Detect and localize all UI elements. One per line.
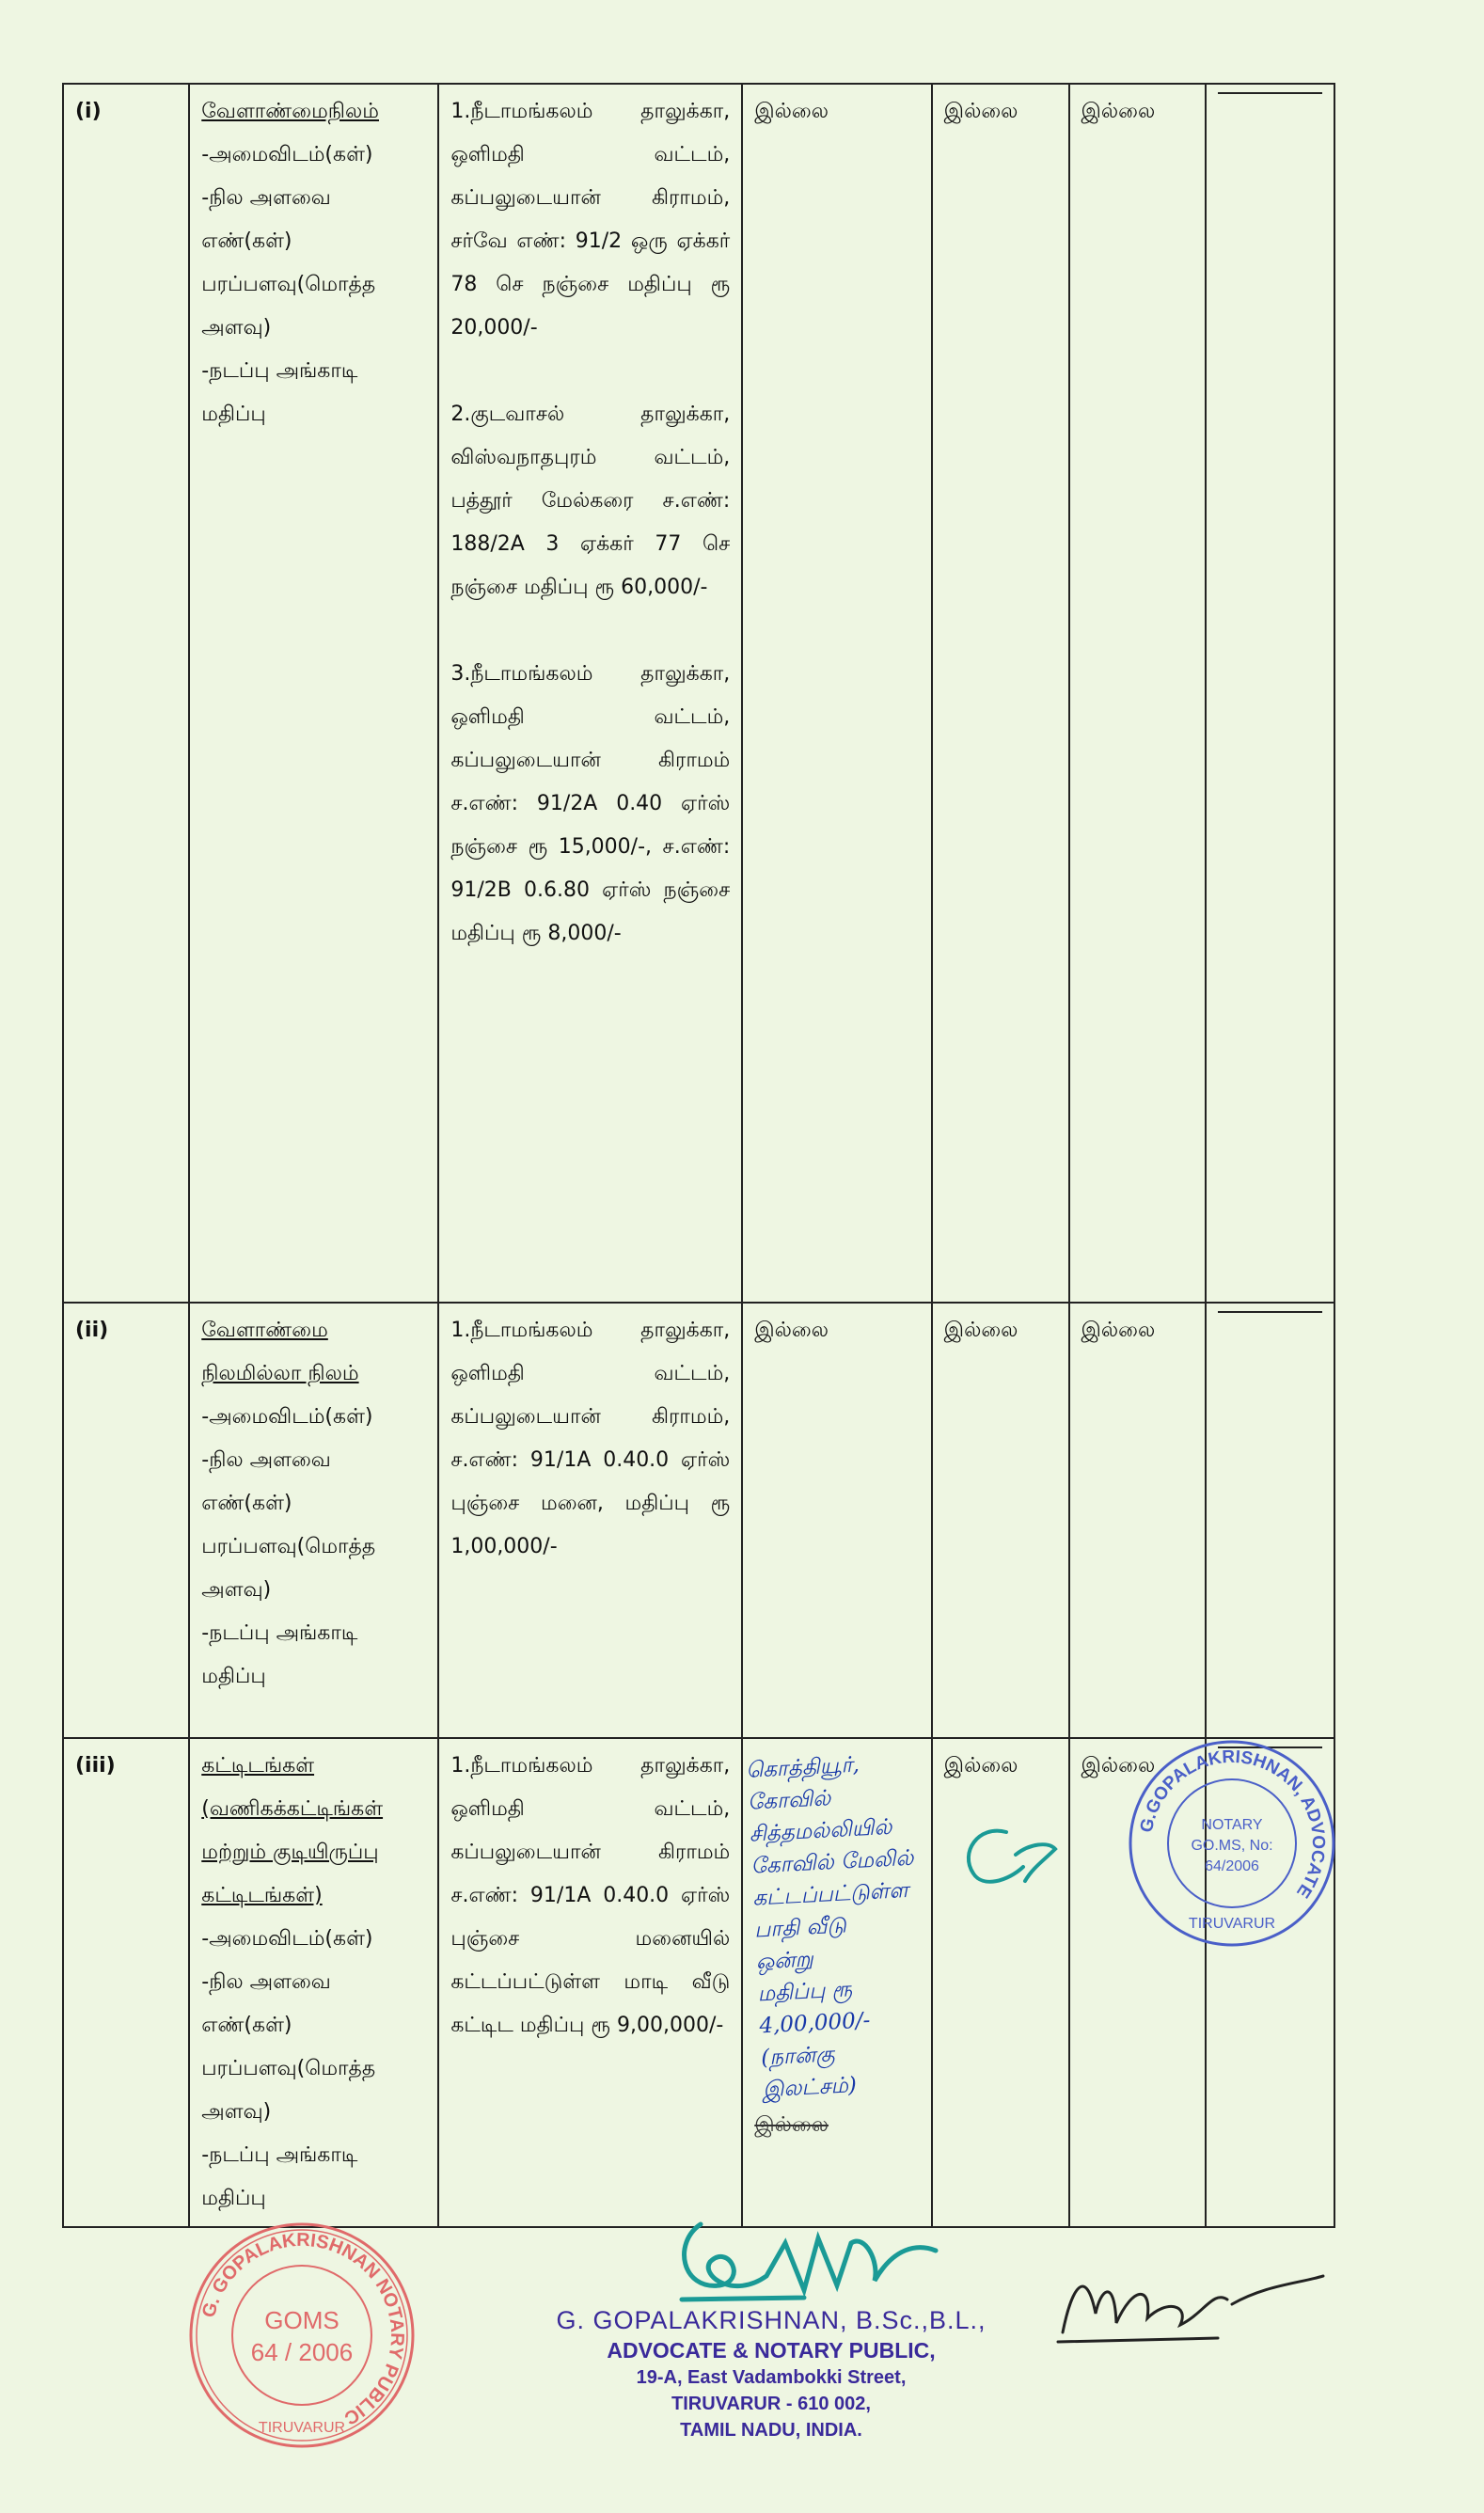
description-line: -அமைவிடம்(கள்) bbox=[201, 1927, 373, 1951]
description-line: வேளாண்மைநிலம் bbox=[201, 100, 379, 123]
notary-seal-blue bbox=[1124, 1735, 1340, 1952]
description-line: -அமைவிடம்(கள்) bbox=[201, 1405, 373, 1429]
handwritten-note bbox=[746, 1746, 929, 2107]
description-line: -நடப்பு அங்காடி bbox=[201, 359, 358, 383]
seal-center-text: GO.MS, No: bbox=[1191, 1838, 1273, 1854]
signature-mark bbox=[663, 2196, 964, 2318]
description-line: -நில அளவை bbox=[201, 186, 331, 210]
blank-dash-cell bbox=[1206, 1303, 1334, 1738]
row-number: (ii) bbox=[63, 1303, 189, 1738]
value-cell: இல்லை bbox=[1069, 1303, 1207, 1738]
notary-name: G. GOPALAKRISHNAN, B.Sc.,B.L., bbox=[556, 2306, 987, 2334]
description-line: -நில அளவை bbox=[201, 1448, 331, 1472]
description-line: (வணிகக்கட்டிங்கள் bbox=[201, 1797, 384, 1821]
signature-mark bbox=[1049, 2248, 1331, 2351]
description-line: எண்(கள்) bbox=[201, 1492, 292, 1515]
seal-ring-text: G.GOPALAKRISHNAN, ADVOCATE bbox=[1136, 1746, 1329, 1902]
description-line: நிலமில்லா நிலம் bbox=[201, 1362, 359, 1385]
table-row bbox=[63, 1303, 1334, 1738]
seal-ring-text: G. GOPALAKRISHNAN NOTARY PUBLIC bbox=[197, 2229, 408, 2429]
description-line: -நில அளவை bbox=[201, 1970, 331, 1994]
seal-bottom-text: TIRUVARUR bbox=[1188, 1916, 1276, 1932]
handwritten-line: கொத்தியூர், bbox=[745, 1752, 860, 1783]
property-description bbox=[189, 1303, 438, 1738]
property-entry: 2.குடவாசல் தாலுக்கா, விஸ்வநாதபுரம் வட்டம், பத்தூர் மேல்கரை ச.எண்: 188/2A 3 ஏக்கர் 77 செ நஞ்சை மதிப்பு ரூ 60,000/- bbox=[450, 403, 731, 599]
description-line: கட்டிடங்கள்) bbox=[201, 1884, 323, 1907]
property-details bbox=[438, 84, 742, 1303]
table-row bbox=[63, 84, 1334, 1303]
description-line: மதிப்பு bbox=[201, 1665, 266, 1688]
handwritten-line: கோவில் bbox=[747, 1786, 832, 1815]
description-line: பரப்பளவு(மொத்த bbox=[201, 2057, 376, 2080]
handwritten-line: ஒன்று bbox=[755, 1947, 814, 1975]
notary-address-stamp bbox=[508, 2304, 1034, 2443]
value-cell: இல்லை bbox=[1069, 1738, 1207, 2227]
description-line: எண்(கள்) bbox=[201, 2014, 292, 2037]
notary-address-line: TIRUVARUR - 610 002, bbox=[671, 2394, 871, 2414]
notary-title: ADVOCATE & NOTARY PUBLIC, bbox=[607, 2338, 936, 2363]
handwritten-line: இலட்சம்) bbox=[762, 2073, 858, 2103]
value-cell: இல்லை bbox=[932, 1738, 1069, 2227]
description-line: -அமைவிடம்(கள்) bbox=[201, 143, 373, 166]
description-line: மதிப்பு bbox=[201, 2187, 266, 2210]
value-cell: இல்லை bbox=[932, 84, 1069, 1303]
description-line: பரப்பளவு(மொத்த bbox=[201, 1535, 376, 1558]
value-cell: இல்லை bbox=[742, 1303, 931, 1738]
handwritten-line: கோவில் மேலில் bbox=[750, 1845, 915, 1879]
property-description bbox=[189, 84, 438, 1303]
property-details bbox=[438, 1303, 742, 1738]
value-cell: இல்லை bbox=[932, 1303, 1069, 1738]
handwritten-line: மதிப்பு ரூ bbox=[757, 1977, 853, 2007]
property-entry: 1.நீடாமங்கலம் தாலுக்கா, ஒளிமதி வட்டம், கப்பலுடையான் கிராமம் ச.எண்: 91/1A 0.40.0 ஏர்ஸ் புஞ்சை மனையில் கட்டப்பட்டுள்ள மாடி வீடு கட்டிட மதிப்பு ரூ 9,00,000/- bbox=[450, 1754, 731, 2037]
handwritten-line: 4,00,000/- bbox=[759, 2008, 872, 2039]
description-line: அளவு) bbox=[201, 316, 272, 340]
notary-seal-red bbox=[184, 2218, 419, 2453]
description-line: கட்டிடங்கள் bbox=[201, 1754, 315, 1778]
description-line: அளவு) bbox=[201, 2100, 272, 2124]
description-line: மதிப்பு bbox=[201, 403, 266, 426]
blank-dash-cell bbox=[1206, 84, 1334, 1303]
struck-value: இல்லை bbox=[754, 2113, 829, 2137]
handwritten-line: கட்டப்பட்டுள்ள bbox=[751, 1877, 909, 1911]
row-number: (i) bbox=[63, 84, 189, 1303]
description-line: பரப்பளவு(மொத்த bbox=[201, 273, 376, 296]
description-line: -நடப்பு அங்காடி bbox=[201, 1621, 358, 1645]
notary-address-line: 19-A, East Vadambokki Street, bbox=[636, 2367, 907, 2388]
handwritten-value-cell bbox=[742, 1738, 931, 2227]
description-line: -நடப்பு அங்காடி bbox=[201, 2143, 358, 2167]
seal-center-text: GOMS bbox=[264, 2306, 339, 2334]
row-number: (iii) bbox=[63, 1738, 189, 2227]
signature-mark bbox=[950, 1815, 1063, 1900]
seal-center-text: NOTARY bbox=[1201, 1817, 1263, 1833]
seal-bottom-text: TIRUVARUR bbox=[258, 2420, 346, 2436]
seal-center-text: 64 / 2006 bbox=[250, 2338, 354, 2366]
property-entry: 1.நீடாமங்கலம் தாலுக்கா, ஒளிமதி வட்டம், கப்பலுடையான் கிராமம், ச.எண்: 91/1A 0.40.0 ஏர்ஸ் புஞ்சை மனை, மதிப்பு ரூ 1,00,000/- bbox=[450, 1319, 731, 1558]
seal-center-text: 64/2006 bbox=[1205, 1858, 1259, 1874]
property-entry: 1.நீடாமங்கலம் தாலுக்கா, ஒளிமதி வட்டம், கப்பலுடையான் கிராமம், சர்வே எண்: 91/2 ஒரு ஏக்கர் 78 செ நஞ்சை மதிப்பு ரூ 20,000/- bbox=[450, 100, 731, 340]
property-details bbox=[438, 1738, 742, 2227]
value-cell: இல்லை bbox=[742, 84, 931, 1303]
property-description bbox=[189, 1738, 438, 2227]
notary-address-line: TAMIL NADU, INDIA. bbox=[680, 2420, 862, 2441]
description-line: மற்றும் குடியிருப்பு bbox=[201, 1841, 379, 1864]
handwritten-line: சித்தமல்லியில் bbox=[749, 1814, 893, 1847]
description-line: வேளாண்மை bbox=[201, 1319, 328, 1342]
description-line: எண்(கள்) bbox=[201, 229, 292, 253]
value-cell: இல்லை bbox=[1069, 84, 1207, 1303]
handwritten-line: (நான்கு bbox=[760, 2042, 836, 2071]
property-entry: 3.நீடாமங்கலம் தாலுக்கா, ஒளிமதி வட்டம், கப்பலுடையான் கிராமம் ச.எண்: 91/2A 0.40 ஏர்ஸ் நஞ்சை ரூ 15,000/-, ச.எண்: 91/2B 0.6.80 ஏர்ஸ் நஞ்சை மதிப்பு ரூ 8,000/- bbox=[450, 662, 731, 945]
description-line: அளவு) bbox=[201, 1578, 272, 1602]
handwritten-line: பாதி வீடு bbox=[753, 1913, 847, 1943]
